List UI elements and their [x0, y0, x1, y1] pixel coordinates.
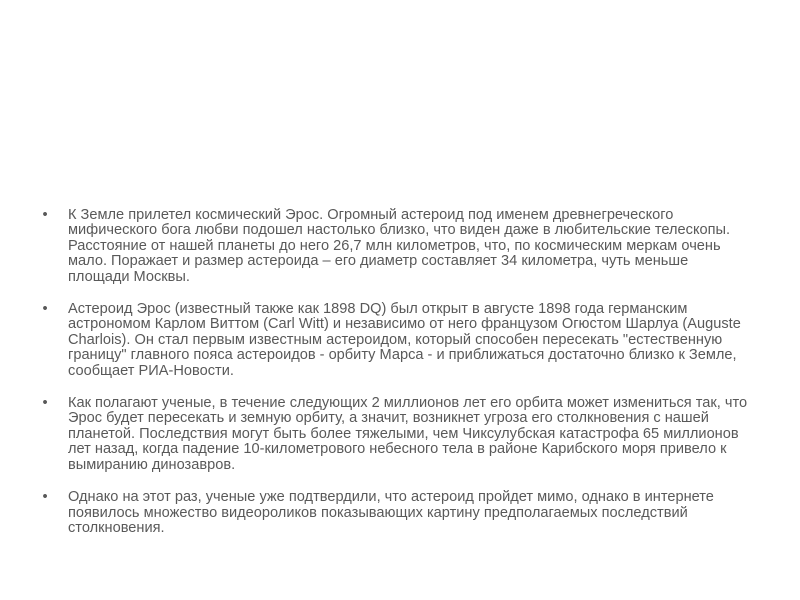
bullet-icon: •: [42, 301, 48, 318]
bullet-list: [38, 208, 750, 536]
bullet-icon: •: [42, 207, 48, 223]
bullet-icon: •: [42, 489, 48, 506]
bullet-item: [38, 490, 750, 536]
paragraph-collision-threat: Как полагают ученые, в течение следующих 2 миллионов лет его орбита может измениться так, что Эрос будет пересекать и земную орбиту, а значит, возникнет угроза его столкновения с нашей планетой. Последствия могут быть более тяжелыми, чем Чиксулубская катастрофа 65 миллионов лет назад, когда падение 10-километрового небесного тела в районе Карибского моря привело к вымиранию динозавров.: [68, 395, 748, 473]
paragraph-eros-arrival: К Земле прилетел космический Эрос. Огромный астероид под именем древнегреческого мифического бога любви подошел настолько близко, что виден даже в любительские телескопы. Расстояние от нашей планеты до него 26,7 млн километров, что, по космическим меркам очень мало. Поражает и размер астероида – его диаметр составляет 34 километра, чуть меньше площади Москвы.: [68, 207, 731, 285]
paragraph-flyby-confirmed: Однако на этот раз, ученые уже подтвердили, что астероид пройдет мимо, однако в интернете появилось множество видеороликов показывающих картину предполагаемых последствий столкновения.: [68, 489, 714, 536]
paragraph-eros-discovery: Астероид Эрос (известный также как 1898 DQ) был открыт в августе 1898 года германским астрономом Карлом Виттом (Carl Witt) и независимо от него французом Огюстом Шарлуа (Auguste Charlois). Он стал первым известным астероидом, который способен пересекать "естественную границу" главного пояса астероидов - орбиту Марса - и приближаться достаточно близко к Земле, сообщает РИА-Новости.: [68, 301, 741, 379]
bullet-item: [38, 208, 750, 285]
bullet-icon: •: [42, 395, 48, 412]
bullet-item: [38, 302, 750, 379]
bullet-item: [38, 396, 750, 473]
